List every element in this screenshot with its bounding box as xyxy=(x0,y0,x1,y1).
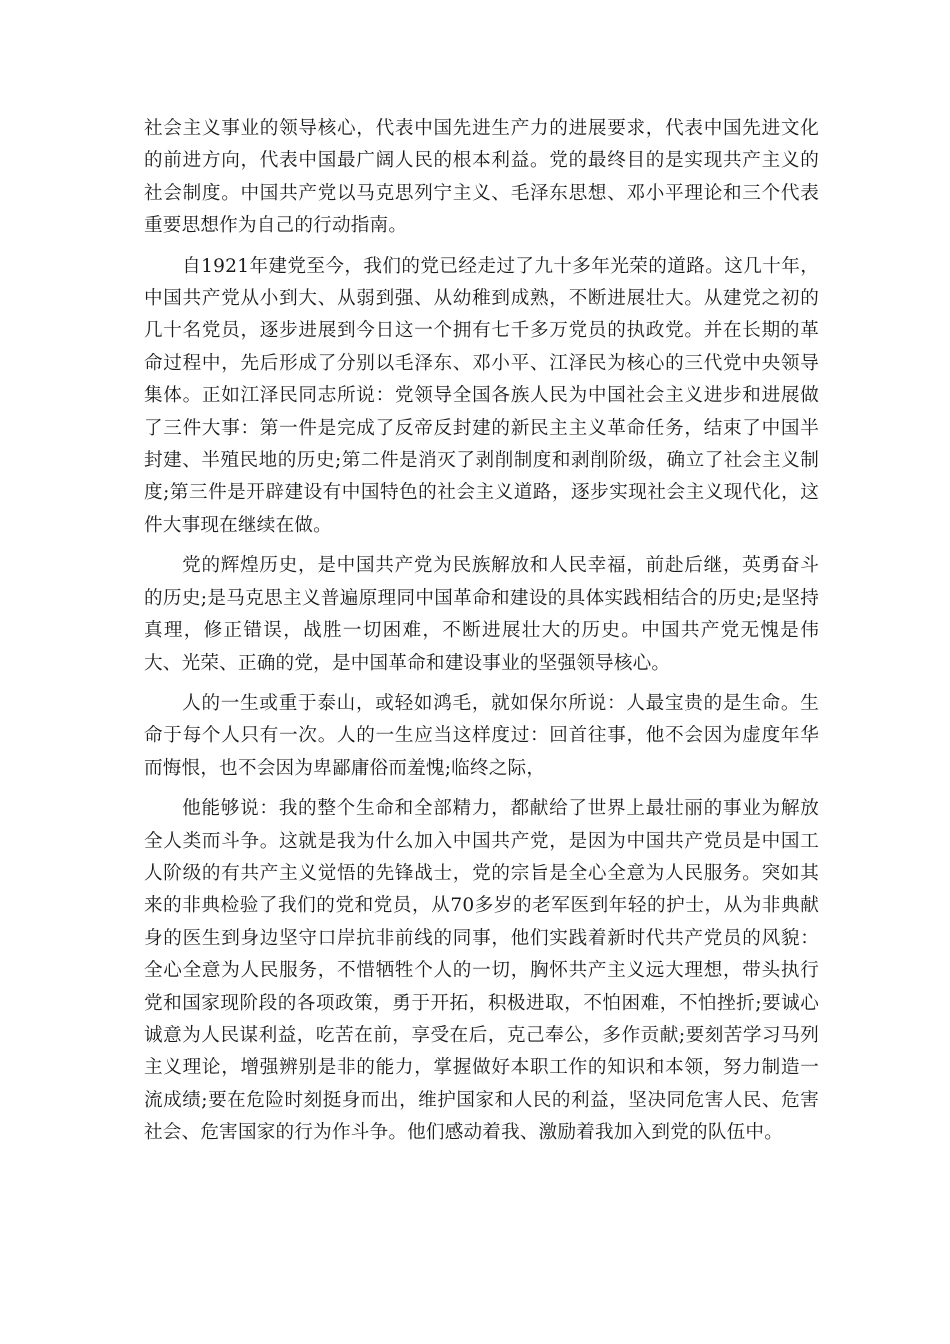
paragraph-5: 他能够说：我的整个生命和全部精力，都献给了世界上最壮丽的事业为解放全人类而斗争。这就是我为什么加入中国共产党，是因为中国共产党员是中国工人阶级的有共产主义觉悟的先锋战士，党的宗旨是全心全意为人民服务。突如其来的非典检验了我们的党和党员，从70多岁的老军医到年轻的护士，从为非典献身的医生到身边坚守口岸抗非前线的同事，他们实践着新时代共产党员的风貌：全心全意为人民服务，不惜牺牲个人的一切，胸怀共产主义远大理想，带头执行党和国家现阶段的各项政策，勇于开拓，积极进取，不怕困难，不怕挫折;要诚心诚意为人民谋利益，吃苦在前，享受在后，克己奉公，多作贡献;要刻苦学习马列主义理论，增强辨别是非的能力，掌握做好本职工作的知识和本领，努力制造一流成绩;要在危险时刻挺身而出，维护国家和人民的利益，坚决同危害人民、危害社会、危害国家的行为作斗争。他们感动着我、激励着我加入到党的队伍中。 xyxy=(144,798,819,1144)
paragraph-1: 社会主义事业的领导核心，代表中国先进生产力的进展要求，代表中国先进文化的前进方向，代表中国最广阔人民的根本利益。党的最终目的是实现共产主义的社会制度。中国共产党以马克思列宁主义、毛泽东思想、邓小平理论和三个代表重要思想作为自己的行动指南。 xyxy=(144,118,819,237)
document-page xyxy=(144,113,819,1158)
paragraph-3: 党的辉煌历史，是中国共产党为民族解放和人民幸福，前赴后继，英勇奋斗的历史;是马克思主义普遍原理同中国革命和建设的具体实践相结合的历史;是坚持真理，修正错误，战胜一切困难，不断进展壮大的历史。中国共产党无愧是伟大、光荣、正确的党，是中国革命和建设事业的坚强领导核心。 xyxy=(144,555,819,674)
paragraph-2: 自1921年建党至今，我们的党已经走过了九十多年光荣的道路。这几十年，中国共产党从小到大、从弱到强、从幼稚到成熟，不断进展壮大。从建党之初的几十名党员，逐步进展到今日这一个拥有七千多万党员的执政党。并在长期的革命过程中，先后形成了分别以毛泽东、邓小平、江泽民为核心的三代党中央领导集体。正如江泽民同志所说：党领导全国各族人民为中国社会主义进步和进展做了三件大事：第一件是完成了反帝反封建的新民主主义革命任务，结束了中国半封建、半殖民地的历史;第二件是消灭了剥削制度和剥削阶级，确立了社会主义制度;第三件是开辟建设有中国特色的社会主义道路，逐步实现社会主义现代化，这件大事现在继续在做。 xyxy=(144,255,819,536)
paragraph-4: 人的一生或重于泰山，或轻如鸿毛，就如保尔所说：人最宝贵的是生命。生命于每个人只有一次。人的一生应当这样度过：回首往事，他不会因为虚度年华而悔恨，也不会因为卑鄙庸俗而羞愧;临终之际， xyxy=(144,692,819,779)
